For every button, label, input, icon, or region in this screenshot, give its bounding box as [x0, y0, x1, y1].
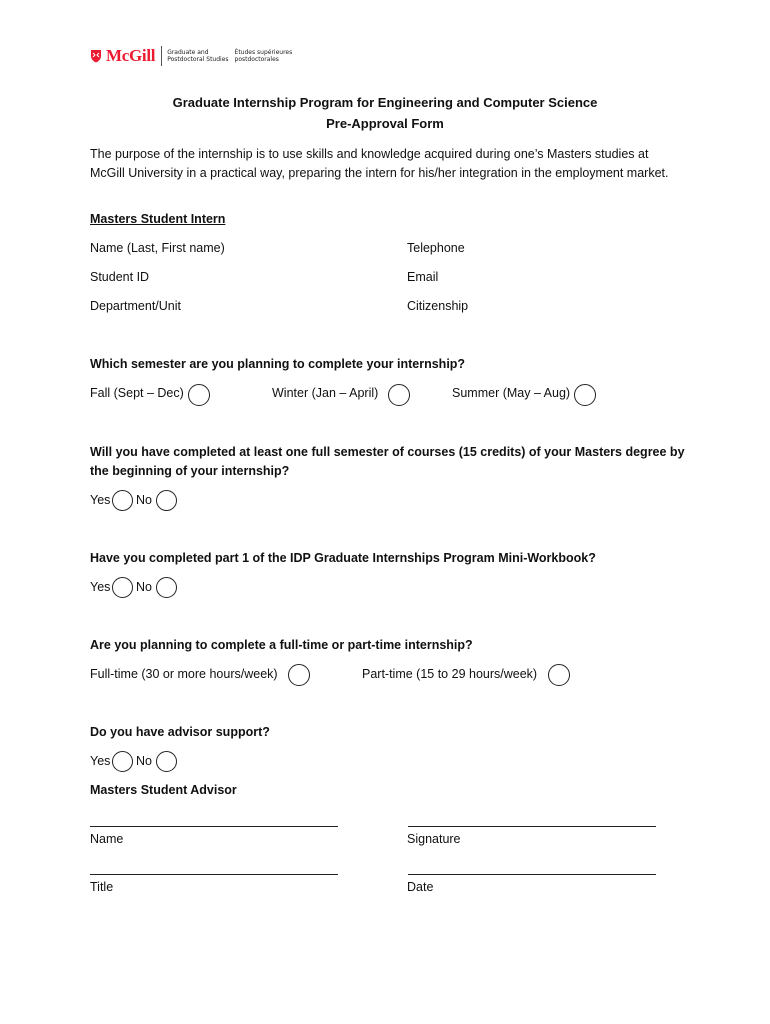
part-time-option-label: Part-time (15 to 29 hours/week) [362, 667, 538, 681]
courses-no-radio[interactable] [156, 490, 177, 511]
form-title-line2: Pre-Approval Form [326, 116, 444, 131]
department-field-label[interactable]: Department/Unit [90, 299, 182, 313]
workbook-no-radio[interactable] [156, 577, 177, 598]
mcgill-crest-icon [90, 49, 102, 63]
form-title-line1: Graduate Internship Program for Engineering and Computer Science [172, 95, 598, 110]
winter-radio[interactable] [388, 384, 410, 406]
logo-dept-fr: Études supérieures postdoctorales [234, 49, 293, 63]
time-question: Are you planning to complete a full-time or part-time internship? [90, 638, 473, 652]
courses-question-line2: the beginning of your internship? [90, 464, 290, 478]
courses-no-label: No [136, 493, 152, 507]
student-id-field-label[interactable]: Student ID [90, 270, 150, 284]
winter-option-label: Winter (Jan – April) [272, 386, 379, 400]
telephone-field-label[interactable]: Telephone [407, 241, 465, 255]
citizenship-field-label[interactable]: Citizenship [407, 299, 469, 313]
advisor-date-label: Date [407, 880, 434, 894]
student-section-heading: Masters Student Intern [90, 212, 226, 226]
advisor-name-line[interactable] [90, 826, 338, 827]
advisor-yes-label: Yes [90, 754, 111, 768]
logo-wordmark: McGill [106, 46, 156, 65]
advisor-name-label: Name [90, 832, 124, 846]
summer-option-label: Summer (May – Aug) [452, 386, 571, 400]
mcgill-logo [90, 46, 292, 66]
advisor-no-radio[interactable] [156, 751, 177, 772]
advisor-date-line[interactable] [408, 874, 656, 875]
advisor-question: Do you have advisor support? [90, 725, 270, 739]
fall-option-label: Fall (Sept – Dec) [90, 386, 184, 400]
courses-yes-radio[interactable] [112, 490, 133, 511]
intro-paragraph: The purpose of the internship is to use skills and knowledge acquired during one’s Masters studies at McGill University in a practical way, preparing the intern for his/her integration in the employment market. [90, 147, 669, 180]
advisor-no-label: No [136, 754, 152, 768]
full-time-radio[interactable] [288, 664, 310, 686]
advisor-signature-label: Signature [407, 832, 461, 846]
fall-radio[interactable] [188, 384, 210, 406]
advisor-signature-line[interactable] [408, 826, 656, 827]
part-time-radio[interactable] [548, 664, 570, 686]
email-field-label[interactable]: Email [407, 270, 439, 284]
logo-divider [161, 46, 162, 66]
full-time-option-label: Full-time (30 or more hours/week) [90, 667, 278, 681]
summer-radio[interactable] [574, 384, 596, 406]
advisor-section-heading: Masters Student Advisor [90, 783, 237, 797]
advisor-yes-radio[interactable] [112, 751, 133, 772]
logo-dept-en: Graduate and Postdoctoral Studies [167, 49, 229, 63]
workbook-question: Have you completed part 1 of the IDP Graduate Internships Program Mini-Workbook? [90, 551, 596, 565]
courses-yes-label: Yes [90, 493, 111, 507]
workbook-no-label: No [136, 580, 152, 594]
name-field-label[interactable]: Name (Last, First name) [90, 241, 225, 255]
semester-question: Which semester are you planning to complete your internship? [90, 357, 466, 371]
advisor-title-line[interactable] [90, 874, 338, 875]
workbook-yes-label: Yes [90, 580, 111, 594]
courses-question-line1: Will you have completed at least one full semester of courses (15 credits) of your Masters degree by [90, 445, 685, 459]
workbook-yes-radio[interactable] [112, 577, 133, 598]
advisor-title-label: Title [90, 880, 114, 894]
